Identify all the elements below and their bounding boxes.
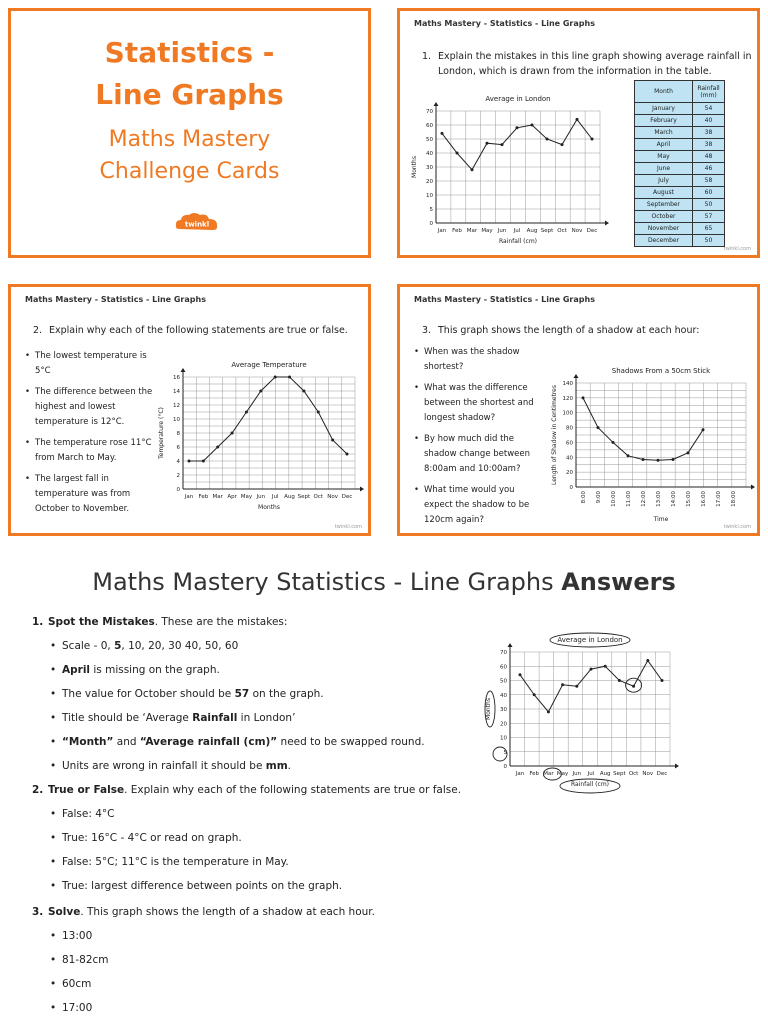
- rainfall-cell: 48: [693, 151, 725, 163]
- data-point: [516, 126, 519, 129]
- rainfall-cell: 50: [693, 199, 725, 211]
- x-axis-label: Time: [653, 516, 669, 523]
- data-point: [288, 376, 291, 379]
- item-bold: “Average rainfall (cm)”: [139, 736, 278, 748]
- list-item: • 13:00: [50, 930, 93, 942]
- table-row: [635, 199, 725, 211]
- list-item: • What was the difference between the shortest and longest shadow?: [414, 381, 536, 426]
- x-tick-label: 14:00: [671, 491, 677, 507]
- data-point: [188, 460, 191, 463]
- answer-number: 1.: [32, 616, 44, 628]
- data-point: [216, 446, 219, 449]
- shadow-line-graph: [538, 359, 758, 529]
- x-tick-label: 18:00: [731, 491, 737, 507]
- table-row: [635, 235, 725, 247]
- item-bold: 5: [114, 640, 122, 652]
- card-footer: twinkl.com: [723, 246, 751, 252]
- month-cell: April: [635, 139, 693, 151]
- y-tick-label: 4: [176, 459, 180, 465]
- answers-title: [0, 568, 768, 596]
- item-text: on the graph.: [249, 688, 324, 700]
- x-axis-arrow: [751, 485, 755, 490]
- x-axis-label: Rainfall (cm): [498, 238, 538, 245]
- chart-title: Shadows From a 50cm Stick: [611, 367, 711, 375]
- list-item: • 81-82cm: [50, 954, 109, 966]
- list-item: • Title should be ‘Average Rainfall in London’: [50, 712, 296, 724]
- x-tick-label: 15:00: [686, 491, 692, 507]
- data-point: [546, 138, 549, 141]
- x-tick-label: Jul: [271, 494, 279, 500]
- table-row: [635, 127, 725, 139]
- y-tick-label: 10: [426, 193, 433, 199]
- month-cell: December: [635, 235, 693, 247]
- y-tick-label: 20: [500, 721, 507, 728]
- item-text: 17:00: [62, 1002, 93, 1014]
- rainfall-cell: 57: [693, 211, 725, 223]
- table-row: [635, 175, 725, 187]
- y-tick-label: 5: [429, 207, 433, 213]
- cover-subtitle-line1: Maths Mastery: [108, 127, 271, 152]
- x-tick-label: 11:00: [626, 491, 632, 507]
- x-tick-label: Jul: [513, 228, 521, 234]
- data-point: [302, 390, 305, 393]
- y-tick-label: 20: [566, 470, 573, 477]
- data-point: [627, 454, 630, 457]
- answer-heading: True or False: [48, 784, 125, 796]
- data-point: [582, 396, 585, 399]
- item-text: 81-82cm: [62, 954, 109, 966]
- question-text: Explain the mistakes in this line graph showing average rainfall in London, which is drawn from the information in the table.: [438, 51, 752, 77]
- data-point: [519, 673, 522, 676]
- item-bold: April: [62, 664, 91, 676]
- data-point: [245, 411, 248, 414]
- answers-title-main: Maths Mastery Statistics - Line Graphs: [92, 568, 562, 596]
- y-axis-arrow: [181, 368, 186, 372]
- item-text: need to be swapped round.: [277, 736, 425, 748]
- rainfall-cell: 50: [693, 235, 725, 247]
- y-tick-label: 60: [566, 440, 573, 447]
- y-tick-label: 30: [500, 707, 507, 713]
- list-item: • True: 16°C - 4°C or read on graph.: [50, 832, 242, 844]
- list-item: • Scale - 0, 5, 10, 20, 30 40, 50, 60: [50, 640, 239, 652]
- question-text: This graph shows the length of a shadow at each hour:: [438, 325, 700, 336]
- y-tick-label: 50: [426, 137, 433, 143]
- data-point: [501, 143, 504, 146]
- item-text: in London’: [237, 712, 296, 724]
- x-tick-label: Dec: [586, 228, 598, 234]
- x-axis-arrow: [360, 487, 364, 492]
- y-axis-label: Length of Shadow in Centimetres: [551, 385, 558, 485]
- data-point: [618, 679, 621, 682]
- data-point: [317, 411, 320, 414]
- table-row: [635, 151, 725, 163]
- table-row: [635, 211, 725, 223]
- month-cell: July: [635, 175, 693, 187]
- x-tick-label: Feb: [198, 494, 209, 500]
- item-text: Title should be ‘Average: [62, 712, 193, 724]
- month-cell: June: [635, 163, 693, 175]
- x-tick-label: 16:00: [701, 491, 707, 507]
- card-footer: twinkl.com: [723, 524, 751, 530]
- x-tick-label: Jan: [515, 771, 525, 777]
- y-tick-label: 50: [500, 678, 507, 685]
- chart-title: Average Temperature: [231, 361, 307, 369]
- data-point: [231, 432, 234, 435]
- annotated-rainfall-graph: [478, 622, 692, 804]
- table-row: [635, 163, 725, 175]
- rainfall-cell: 65: [693, 223, 725, 235]
- answer-3-heading: [32, 905, 375, 919]
- list-item: • “Month” and “Average rainfall (cm)” need to be swapped round.: [50, 736, 425, 748]
- x-tick-label: May: [240, 494, 253, 500]
- y-tick-label: 8: [176, 431, 180, 437]
- item-text: True: largest difference between points on the graph.: [62, 880, 343, 892]
- answer-1-heading: [32, 615, 287, 629]
- cover-title-line2: Line Graphs: [95, 78, 284, 111]
- item-text: is missing on the graph.: [90, 664, 220, 676]
- answer-text: . Explain why each of the following statements are true or false.: [124, 784, 462, 796]
- data-point: [456, 152, 459, 155]
- x-tick-label: Sept: [297, 494, 311, 500]
- data-point: [202, 460, 205, 463]
- x-tick-label: Apr: [227, 494, 237, 500]
- y-tick-label: 5: [503, 749, 507, 756]
- twinkl-logo: [173, 211, 221, 237]
- y-tick-label: 12: [173, 403, 180, 409]
- data-point: [486, 142, 489, 145]
- data-point: [591, 138, 594, 141]
- card-header: Maths Mastery - Statistics - Line Graphs: [414, 19, 595, 28]
- x-tick-label: Sept: [540, 228, 554, 234]
- y-tick-label: 0: [569, 485, 573, 491]
- month-cell: September: [635, 199, 693, 211]
- x-tick-label: Jun: [497, 228, 507, 234]
- logo-text: twinkl: [184, 220, 210, 229]
- y-tick-label: 140: [562, 381, 573, 387]
- list-item: • 60cm: [50, 978, 92, 990]
- data-point: [642, 458, 645, 461]
- data-point: [547, 710, 550, 713]
- answer-heading: Solve: [48, 906, 81, 918]
- y-tick-label: 16: [173, 375, 180, 381]
- x-tick-label: Mar: [543, 771, 554, 777]
- x-tick-label: Feb: [452, 228, 462, 234]
- y-tick-label: 6: [176, 445, 180, 451]
- data-point: [687, 451, 690, 454]
- x-tick-label: Nov: [642, 771, 654, 777]
- cover-subtitle-line2: Challenge Cards: [99, 159, 280, 184]
- y-tick-label: 40: [566, 455, 573, 462]
- statement-list: [25, 349, 153, 523]
- x-tick-label: May: [481, 228, 493, 234]
- item-text: Units are wrong in rainfall it should be: [62, 760, 266, 772]
- list-item: • What time would you expect the shadow to be 120cm again?: [414, 483, 536, 528]
- month-cell: May: [635, 151, 693, 163]
- chart-title: Average in London: [557, 636, 623, 644]
- x-tick-label: 8:00: [581, 491, 587, 504]
- question-list: [414, 345, 536, 534]
- y-tick-label: 2: [176, 473, 180, 479]
- rainfall-cell: 40: [693, 115, 725, 127]
- list-item: • April is missing on the graph.: [50, 664, 220, 676]
- x-axis-label: Months: [258, 504, 280, 511]
- chart-title: Average in London: [485, 95, 551, 103]
- x-tick-label: Oct: [628, 771, 639, 777]
- list-item: • False: 4°C: [50, 808, 115, 820]
- y-tick-label: 14: [173, 389, 180, 395]
- data-point: [702, 428, 705, 431]
- x-tick-label: Oct: [313, 494, 324, 500]
- temperature-line-graph: [155, 355, 367, 527]
- list-item: • Units are wrong in rainfall it should be mm.: [50, 760, 291, 772]
- table-header-rainfall: Rainfall (mm): [693, 81, 725, 103]
- item-bold: Rainfall: [192, 712, 238, 724]
- y-tick-label: 60: [500, 664, 507, 671]
- answer-number: 3.: [32, 906, 44, 918]
- month-cell: November: [635, 223, 693, 235]
- y-axis-arrow: [508, 643, 513, 647]
- data-point: [471, 168, 474, 171]
- x-tick-label: Nov: [327, 494, 339, 500]
- list-item: • When was the shadow shortest?: [414, 345, 536, 375]
- data-point: [561, 683, 564, 686]
- card-header: Maths Mastery - Statistics - Line Graphs: [414, 295, 595, 304]
- month-cell: October: [635, 211, 693, 223]
- item-text: 60cm: [62, 978, 92, 990]
- y-tick-label: 30: [426, 165, 433, 171]
- month-cell: March: [635, 127, 693, 139]
- x-tick-label: 17:00: [716, 491, 722, 507]
- y-tick-label: 20: [426, 179, 433, 185]
- x-axis-arrow: [605, 221, 609, 226]
- month-cell: August: [635, 187, 693, 199]
- x-tick-label: Jun: [572, 771, 582, 777]
- data-point: [612, 441, 615, 444]
- y-tick-label: 70: [500, 650, 507, 656]
- data-point: [441, 132, 444, 135]
- question-number: 1.: [422, 51, 432, 62]
- data-point: [576, 118, 579, 121]
- y-tick-label: 0: [176, 487, 180, 493]
- item-text: and: [113, 736, 140, 748]
- rainfall-table: [634, 80, 725, 247]
- item-bold: mm: [265, 760, 288, 772]
- y-tick-label: 0: [429, 221, 433, 227]
- x-tick-label: Aug: [526, 228, 538, 234]
- item-text: .: [287, 760, 291, 772]
- data-point: [575, 685, 578, 688]
- list-item: • The temperature rose 11°C from March to May.: [25, 436, 153, 466]
- cover-card: [8, 8, 371, 258]
- y-axis-arrow: [574, 374, 579, 378]
- cover-title-line1: Statistics -: [104, 36, 275, 69]
- item-text: Scale - 0,: [62, 640, 115, 652]
- y-tick-label: 40: [500, 692, 507, 699]
- answer-number: 2.: [32, 784, 44, 796]
- y-tick-label: 0: [503, 764, 507, 770]
- list-item: • False: 5°C; 11°C is the temperature in May.: [50, 856, 289, 868]
- month-cell: February: [635, 115, 693, 127]
- x-tick-label: Dec: [656, 771, 668, 777]
- rainfall-cell: 46: [693, 163, 725, 175]
- data-point: [259, 390, 262, 393]
- x-tick-label: 13:00: [656, 491, 662, 507]
- x-axis-arrow: [675, 764, 679, 769]
- data-point: [331, 439, 334, 442]
- x-tick-label: 10:00: [611, 491, 617, 507]
- y-tick-label: 40: [426, 151, 433, 157]
- item-text: True: 16°C - 4°C or read on graph.: [62, 832, 242, 844]
- x-tick-label: Dec: [341, 494, 353, 500]
- answer-heading: Spot the Mistakes: [48, 616, 155, 628]
- series-line: [583, 398, 703, 460]
- question-number: 3.: [422, 325, 432, 336]
- x-tick-label: Jan: [184, 494, 194, 500]
- data-point: [533, 693, 536, 696]
- rainfall-line-graph: [406, 81, 618, 253]
- rainfall-cell: 60: [693, 187, 725, 199]
- data-point: [672, 458, 675, 461]
- table-row: [635, 139, 725, 151]
- data-point: [657, 459, 660, 462]
- x-tick-label: Jun: [256, 494, 266, 500]
- x-tick-label: Feb: [529, 771, 540, 777]
- table-row: [635, 115, 725, 127]
- answer-text: . These are the mistakes:: [154, 616, 288, 628]
- y-axis-label: Months: [485, 698, 492, 720]
- item-text: False: 4°C: [62, 808, 115, 820]
- list-item: • The lowest temperature is 5°C: [25, 349, 153, 379]
- y-tick-label: 10: [173, 417, 180, 423]
- data-point: [597, 426, 600, 429]
- month-cell: January: [635, 103, 693, 115]
- y-tick-label: 80: [566, 425, 573, 432]
- data-point: [274, 376, 277, 379]
- y-tick-label: 70: [426, 109, 433, 115]
- table-row: [635, 103, 725, 115]
- challenge-card-3: [397, 284, 760, 536]
- x-tick-label: Oct: [557, 228, 567, 234]
- list-item: • True: largest difference between points on the graph.: [50, 880, 343, 892]
- data-point: [646, 659, 649, 662]
- list-item: • 17:00: [50, 1002, 93, 1014]
- item-bold: 57: [234, 688, 250, 700]
- table-row: [635, 187, 725, 199]
- rainfall-cell: 38: [693, 127, 725, 139]
- item-text: False: 5°C; 11°C is the temperature in May.: [62, 856, 289, 868]
- data-point: [604, 665, 607, 668]
- data-point: [561, 143, 564, 146]
- data-point: [531, 124, 534, 127]
- list-item: • The value for October should be 57 on the graph.: [50, 688, 324, 700]
- card-header: Maths Mastery - Statistics - Line Graphs: [25, 295, 206, 304]
- item-text: The value for October should be: [62, 688, 235, 700]
- y-tick-label: 120: [562, 395, 573, 402]
- rainfall-cell: 38: [693, 139, 725, 151]
- x-tick-label: Jul: [587, 771, 595, 777]
- x-tick-label: Jan: [437, 228, 447, 234]
- x-tick-label: 9:00: [596, 491, 602, 504]
- item-text: , 10, 20, 30 40, 50, 60: [121, 640, 239, 652]
- table-header-month: Month: [635, 81, 693, 103]
- list-item: • The largest fall in temperature was from October to November.: [25, 472, 153, 517]
- x-tick-label: Mar: [212, 494, 223, 500]
- answer-2-heading: [32, 783, 461, 797]
- data-point: [661, 679, 664, 682]
- question-text: Explain why each of the following statements are true or false.: [49, 325, 348, 336]
- y-tick-label: 10: [500, 735, 507, 742]
- x-tick-label: Mar: [466, 228, 478, 234]
- y-axis-arrow: [434, 102, 439, 106]
- data-point: [632, 685, 635, 688]
- y-axis-label: Months: [411, 156, 418, 178]
- x-tick-label: Aug: [284, 494, 295, 500]
- card-footer: twinkl.com: [334, 524, 362, 530]
- data-point: [590, 668, 593, 671]
- y-tick-label: 100: [562, 410, 573, 417]
- table-row: [635, 223, 725, 235]
- item-bold: “Month”: [62, 736, 114, 748]
- x-tick-label: 12:00: [641, 491, 647, 507]
- list-item: • By how much did the shadow change between 8:00am and 10:00am?: [414, 432, 536, 477]
- x-tick-label: Sept: [613, 771, 626, 777]
- rainfall-cell: 58: [693, 175, 725, 187]
- challenge-card-2: [8, 284, 371, 536]
- x-tick-label: Nov: [571, 228, 583, 234]
- data-point: [346, 453, 349, 456]
- y-axis-label: Temperature (°C): [158, 407, 165, 459]
- list-item: • The difference between the highest and lowest temperature is 12°C.: [25, 385, 153, 430]
- x-tick-label: May: [556, 771, 569, 777]
- item-text: 13:00: [62, 930, 93, 942]
- x-axis-label: Rainfall (cm): [570, 781, 610, 788]
- x-tick-label: Aug: [599, 771, 611, 777]
- answer-text: . This graph shows the length of a shadow at each hour.: [80, 906, 375, 918]
- rainfall-cell: 54: [693, 103, 725, 115]
- answers-title-bold: Answers: [561, 568, 676, 596]
- question-number: 2.: [33, 325, 43, 336]
- y-tick-label: 60: [426, 123, 433, 129]
